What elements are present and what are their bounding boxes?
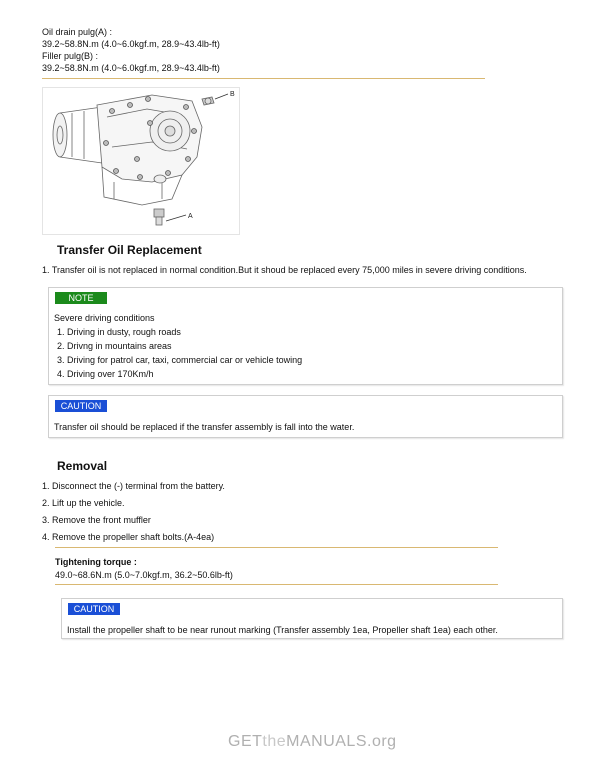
removal-step: 3. Remove the front muffler [42,515,151,525]
note-item: 3. Driving for patrol car, taxi, commercial car or vehicle towing [57,355,303,365]
note-item: 1. Driving in dusty, rough roads [57,327,181,337]
divider [55,584,498,585]
section-title-removal: Removal [57,459,108,473]
tightening-torque-value: 49.0~68.6N.m (5.0~7.0kgf.m, 36.2~50.6lb-ft) [55,570,233,580]
figure-label-b: B [230,91,235,98]
footer-part: GET [228,733,263,750]
removal-step: 4. Remove the propeller shaft bolts.(A-4ea) [42,532,215,542]
figure-label-a: A [188,213,193,220]
footer-part: the [262,733,287,750]
note-box [48,287,563,385]
note-item: 2. Drivng in mountains areas [57,341,172,351]
tightening-torque-label: Tightening torque : [55,557,137,567]
divider [55,547,498,548]
note-badge: NOTE [55,292,107,304]
caution-text: Install the propeller shaft to be near runout marking (Transfer assembly 1ea, Propeller shaft 1ea) each other. [67,625,498,635]
filler-plug-label: Filler pulg(B) : [42,51,99,61]
oil-drain-plug-label: Oil drain pulg(A) : [42,27,113,37]
caution-box-water [48,395,563,438]
divider [42,78,485,79]
oil-drain-plug-value: 39.2~58.8N.m (4.0~6.0kgf.m, 28.9~43.4lb-ft) [42,39,220,49]
note-heading: Severe driving conditions [54,313,155,323]
footer-part: .org [367,733,397,750]
footer-part: MANUALS [286,733,367,750]
caution-badge: CAUTION [68,603,120,615]
caution-badge: CAUTION [55,400,107,412]
filler-plug-value: 39.2~58.8N.m (4.0~6.0kgf.m, 28.9~43.4lb-ft) [42,63,220,73]
note-list [57,326,302,382]
transfer-assembly-drawing [42,87,240,235]
section-title-replacement: Transfer Oil Replacement [57,243,202,257]
removal-step: 1. Disconnect the (-) terminal from the battery. [42,481,225,491]
replacement-step-1: 1. Transfer oil is not replaced in normal condition.But it shoud be replaced every 75,000 miles in severe driving conditions. [42,265,527,275]
footer-watermark [228,733,397,750]
note-item: 4. Driving over 170Km/h [57,369,154,379]
transfer-assembly-figure [42,87,240,235]
caution-box-propeller [61,598,563,639]
removal-step: 2. Lift up the vehicle. [42,498,125,508]
torque-spec-top [42,26,220,74]
caution-text: Transfer oil should be replaced if the transfer assembly is fall into the water. [54,422,355,432]
